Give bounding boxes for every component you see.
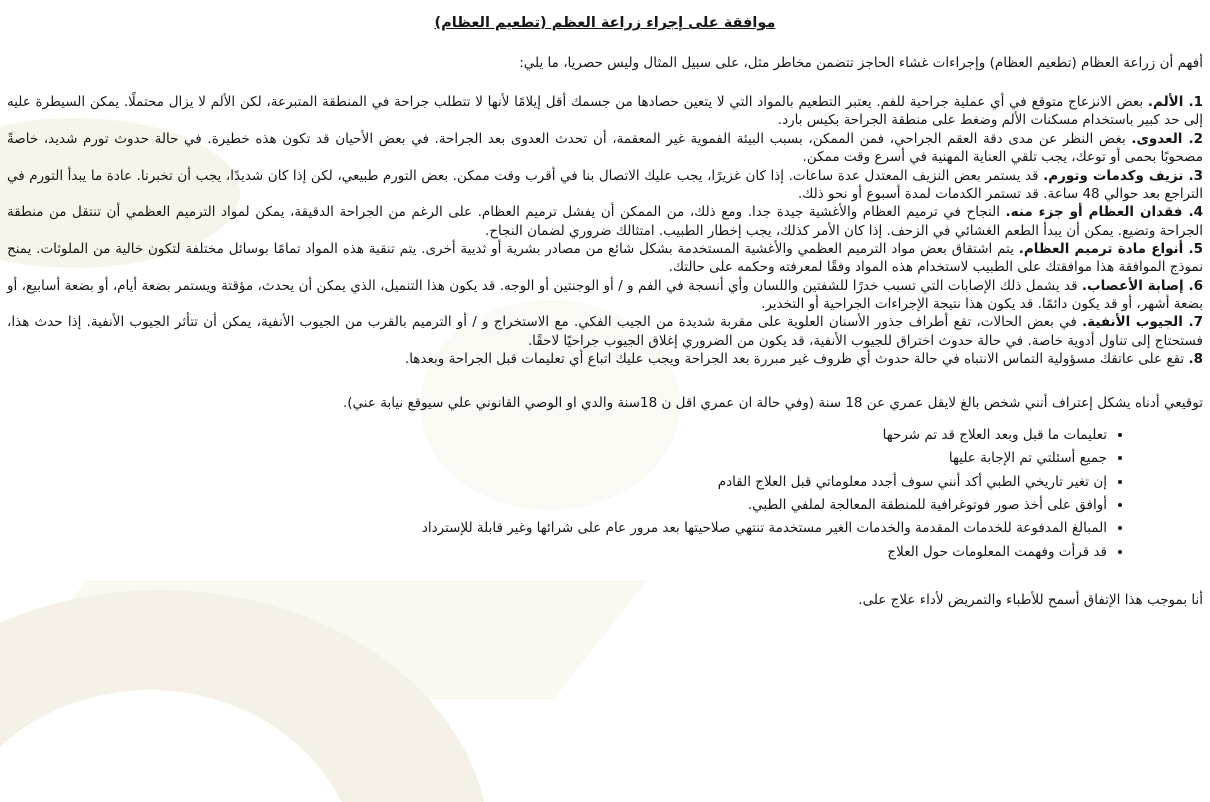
risk-item [7,93,1203,130]
consent-bullet-item: • إن تغير تاريخي الطبي أكد أنني سوف أجدد معلوماتي قبل العلاج القادم [7,473,1107,491]
closing-authorization-line: أنا بموجب هذا الإتفاق أسمح للأطباء والتمريض لأداء علاج على. [858,591,1203,608]
risk-item-lead: 4. فقدان العظام أو جزء منه. [1005,204,1203,221]
risk-item [7,313,1203,350]
risk-item-body: يتم اشتقاق بعض مواد الترميم العظمي والأغشية المستخدمة بشكل شائع من مصادر بشرية أو ثديية أخرى. يتم تنقية هذه المواد تمامًا بوسائل مختلفة لتكون خالية من الملوثات. يمنح نموذج الموافقة هذا موافقتك على الطبيب لاستخدام هذه المواد وفقًا لمعرفته وحكمه على حالتك. [7,240,1203,276]
risk-item-body: في بعض الحالات، تقع أطراف جذور الأسنان العلوية على مقربة شديدة من الجيب الفكي. مع الاستخراج و / أو الترميم بالقرب من الجيوب الأنفية، يمكن أن تتأثر الجيوب الأنفية. إذا حدث هذا، فستحتاج إلى تناول أدوية خاصة. في حالة حدوث اختراق للجيوب الأنفية، قد يكون من الضروري إغلاق الجيوب جراحيًا لاحقًا. [7,314,1203,349]
risk-item [7,167,1203,204]
consent-bullet-item: • تعليمات ما قبل وبعد العلاج قد تم شرحها [7,426,1107,444]
risk-item-lead: 1. الألم. [1147,94,1203,111]
risk-item-lead: 7. الجيوب الأنفية. [1082,314,1203,331]
risk-item-lead: 2. العدوى. [1131,130,1204,147]
consent-bullet-item: • أوافق على أخذ صور فوتوغرافية للمنطقة المعالجة لملفي الطبي. [7,496,1107,514]
risk-item-body: قد يستمر بعض النزيف المعتدل عدة ساعات. إذا كان غزيرًا، يجب عليك الاتصال بنا في أقرب وقت ممكن. بعض التورم طبيعي، لكن إذا كان شديدًا، يجب أن تخبرنا. عادة ما يبدأ التورم في التراجع بعد حوالي 48 ساعة. قد تستمر الكدمات لمدة أسبوع أو نحو ذلك. [7,167,1203,202]
risk-item-lead: 6. إصابة الأعصاب. [1081,277,1203,294]
risk-list [7,93,1203,368]
risk-item-body: بعض الانزعاج متوقع في أي عملية جراحية للفم. يعتبر التطعيم بالمواد التي لا يتعين حصادها من جسمك أقل إيلامًا لأنها لا تتطلب جراحة في المنطقة المتبرعة، لكن الألم لا يزال محتملًا. يمكن السيطرة عليه إلى حد كبير باستخدام مسكنات الألم وضغط على منطقة الجراحة بكيس بارد. [7,94,1203,129]
risk-item-body: قد يشمل ذلك الإصابات التي تسبب خدرًا للشفتين واللسان وأي أنسجة في الفم و / أو الوجنتين أو الوجه. قد يكون هذا التنميل، الذي يمكن أن يحدث، مؤقتة ويستمر بضعة أيام، أو بضعة أسابيع، أو بضعة أشهر، أو قد يكون دائمًا. قد يكون هذا نتيجة الإجراءات الجراحية أو التخدير. [7,277,1203,313]
risk-item [7,350,1203,368]
risk-item-lead: 8. [1188,351,1203,368]
risk-item [7,240,1203,277]
consent-bullet-item: • جميع أسئلتي تم الإجابة عليها [7,449,1107,467]
consent-bullet-list [7,426,1203,561]
risk-item [7,277,1203,314]
page-title-text: موافقة على إجراء زراعة العظم (تطعيم العظام) [434,15,776,31]
risk-item-body: النجاح في ترميم العظام والأغشية جيدة جدا. ومع ذلك، من الممكن أن يفشل ترميم العظام. على الرغم من الجراحة الدقيقة، يمكن لمواد الترميم العظمي أن تنتقل من منطقة الجراحة وتضيع. يمكن أن يبدأ الطعم الغشائي في الزحف. إذا كان الأمر كذلك، يجب إخطار الطبيب. امتثالك ضروري لضمان النجاح. [7,204,1203,239]
risk-item-body: تقع على عاتقك مسؤولية التماس الانتباه في حالة حدوث أي ظروف غير مبررة بعد الجراحة ويجب عليك اتباع أي تعليمات قبل الجراحة وبعدها. [404,351,1185,368]
consent-bullet-item: • المبالغ المدفوعة للخدمات المقدمة والخدمات الغير مستخدمة تنتهي صلاحيتها بعد مرور عام على شرائها وغير قابلة للإسترداد [7,519,1107,537]
risk-item-body: بغض النظر عن مدى دقة العقم الجراحي، فمن الممكن، بسبب البيئة الفموية غير المعقمة، أن تحدث العدوى بعد الجراحة. في بعض الأحيان قد تكون هذه خطيرة. في حالة حدوث تورم شديد، خاصةً مصحوبًا بحمى أو توعك، يجب تلقي العناية المهنية في أسرع وقت ممكن. [7,130,1203,166]
risk-item-lead: 3. نزيف وكدمات وتورم. [1043,167,1203,184]
page-title [7,14,1203,34]
risk-item [7,130,1203,167]
risk-item-lead: 5. أنواع مادة ترميم العظام. [1018,240,1204,257]
risk-item [7,203,1203,240]
intro-paragraph: أفهم أن زراعة العظام (تطعيم العظام) وإجراءات غشاء الحاجز تتضمن مخاطر مثل، على سبيل المثال وليس حصريا، ما يلي: [519,54,1203,71]
signature-acknowledgement-paragraph: توقيعي أدناه يشكل إعتراف أنني شخص بالغ لايقل عمري عن 18 سنة (وفي حالة ان عمري اقل ن 18سنة والدي او الوصي القانوني علي سيوقع نيابة عني). [342,395,1203,412]
consent-bullet-item: • قد قرأت وفهمت المعلومات حول العلاج [7,543,1107,561]
